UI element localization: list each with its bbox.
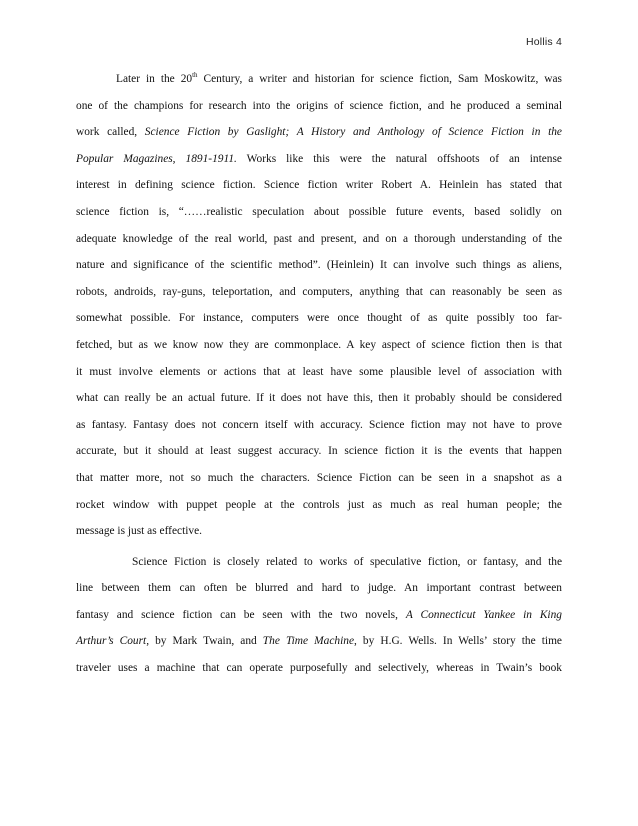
- text-run: Later in the 20: [116, 73, 193, 85]
- text-line: that matter more, not so much the characters. Science Fiction can be seen in a snapshot as a: [76, 471, 562, 484]
- text-line: one of the champions for research into the origins of science fiction, and he produced a seminal: [76, 99, 562, 112]
- text-line: rocket window with puppet people at the controls just as much as real human people; the: [76, 498, 562, 511]
- text-line: [76, 602, 562, 629]
- text-line: science fiction is, “……realistic speculation about possible future events, based solidly on: [76, 205, 562, 218]
- book-title: A Connecticut Yankee in King: [405, 608, 562, 621]
- text-line: [76, 66, 562, 93]
- text-run: work called,: [76, 126, 145, 139]
- text-line: what can really be an actual future. If it does not have this, then it probably should be considered: [76, 392, 562, 405]
- text-line: line between them can often be blurred and hard to judge. An important contrast between: [76, 582, 562, 595]
- text-line: [76, 146, 562, 173]
- running-head: Hollis 4: [525, 36, 562, 48]
- text-line: interest in defining science fiction. Science fiction writer Robert A. Heinlein has stated that: [76, 179, 562, 192]
- text-line: somewhat possible. For instance, computers were once thought of as quite possibly too far-: [76, 312, 562, 325]
- paragraph-1: [76, 66, 562, 545]
- text-run: Century, a writer and historian for science fiction, Sam Moskowitz, was: [197, 73, 562, 85]
- text-run: Works like this were the natural offshoots of an intense: [236, 152, 562, 165]
- paragraph-2: [76, 549, 562, 682]
- text-line: nature and significance of the scientific method”. (Heinlein) It can involve such things as aliens,: [76, 259, 562, 272]
- text-line: robots, androids, ray-guns, teleportation, and computers, anything that can reasonably be seen as: [76, 285, 562, 298]
- text-line: traveler uses a machine that can operate purposefully and selectively, whereas in Twain’s book: [76, 662, 562, 675]
- book-title: Arthur’s Court: [76, 635, 147, 648]
- text-run: , by H.G. Wells. In Wells’ story the time: [354, 635, 562, 648]
- text-line: adequate knowledge of the real world, past and present, and on a thorough understanding of the: [76, 232, 562, 245]
- book-title: Science Fiction by Gaslight; A History and Anthology of Science Fiction in the: [144, 126, 562, 139]
- text-line: it must involve elements or actions that at least have some plausible level of association with: [76, 365, 562, 378]
- book-title: The Time Machine: [262, 635, 355, 648]
- text-line: as fantasy. Fantasy does not concern itself with accuracy. Science fiction may not have to prove: [76, 418, 562, 431]
- superscript: th: [192, 71, 198, 80]
- text-line: accurate, but it should at least suggest accuracy. In science fiction it is the events that happen: [76, 445, 562, 458]
- body-text: [76, 66, 562, 682]
- text-run: fantasy and science fiction can be seen with the two novels,: [76, 608, 406, 621]
- text-line: [76, 119, 562, 146]
- book-title: Popular Magazines, 1891-1911.: [76, 152, 237, 165]
- text-run: , by Mark Twain, and: [146, 635, 263, 648]
- text-line: fetched, but as we know now they are commonplace. A key aspect of science fiction then is that: [76, 338, 562, 351]
- text-line: [76, 628, 562, 655]
- text-line: Science Fiction is closely related to works of speculative fiction, or fantasy, and the: [132, 555, 562, 568]
- text-line: message is just as effective.: [76, 525, 202, 538]
